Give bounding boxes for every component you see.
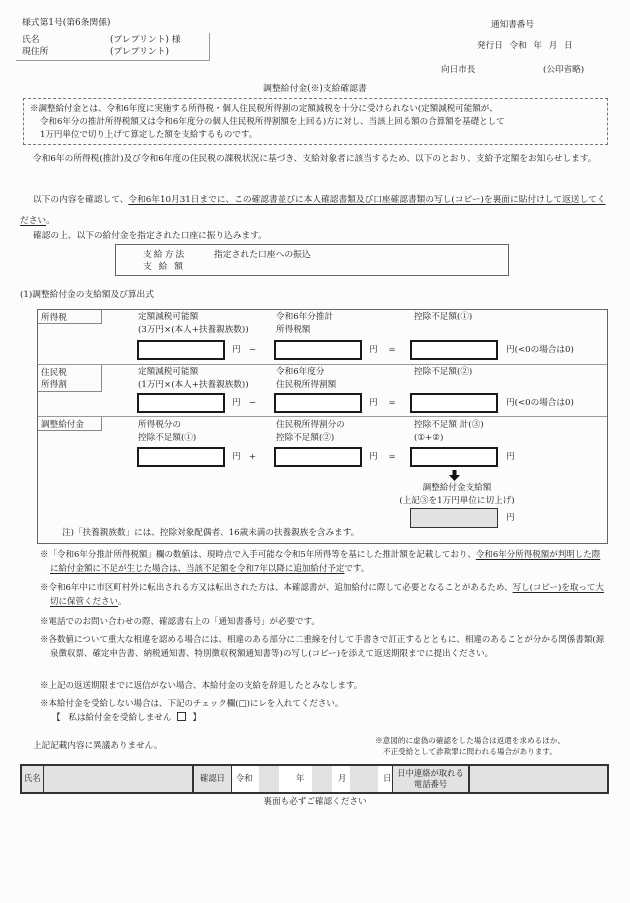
yen-unit: 円 (369, 452, 378, 462)
fixed-tax-reduction-resident-field[interactable] (137, 393, 225, 413)
if-negative-note: 円(<0の場合は0) (506, 345, 574, 355)
adjustment-benefit-total-field[interactable] (410, 508, 498, 528)
caption-line: 所得税額 (276, 324, 311, 335)
definition-line-1: ※調整給付金とは、令和6年度に実施する所得税・個人住民税所得割の定額減税を十分に受けられない(定額減税可能額が、 (30, 104, 498, 114)
yen-equals-operator (369, 398, 396, 408)
income-tax-col1-caption (138, 311, 249, 336)
resident-income-levy-field[interactable] (274, 393, 362, 413)
caption-line: 控除不足額 計(③) (414, 420, 484, 430)
yen-equals-operator (369, 452, 396, 462)
caption-line: 調整給付金支給額 (422, 483, 492, 493)
caption-line: 控除不足額(②) (414, 367, 473, 377)
back-side-reminder: 裏面も必ずご確認ください (263, 797, 367, 807)
deduction-shortfall-1-field[interactable] (410, 340, 498, 360)
day-input[interactable] (350, 766, 378, 792)
caption-line: 令和6年分推計 (276, 312, 334, 322)
daytime-phone-field[interactable] (468, 766, 607, 792)
payment-box (115, 244, 509, 276)
yen-equals-operator (369, 345, 396, 355)
caption-line: 所得税分の (138, 420, 181, 430)
form-number: 様式第1号(第6条関係) (22, 18, 111, 28)
shortfall-2-carry-field[interactable] (274, 447, 362, 467)
year-label: 年 (296, 773, 305, 784)
row-divider (38, 364, 607, 365)
adjustment-benefit-label: 調整給付金 (38, 417, 102, 431)
recipient-address-row (22, 47, 169, 58)
shortfall-1-carry-field[interactable] (137, 447, 225, 467)
note-no-reply: ※上記の返送期限までに返信がない場合、本給付金の支給を辞退したとみなします。 (40, 681, 363, 691)
resident-tax-label (38, 365, 102, 392)
caption-line: (上記③を1万円単位に切上げ) (399, 495, 515, 506)
intro-paragraph: 令和6年の所得税(推計)及び令和6年度の住民税の課税状況に基づき、支給対象者に該当するため、以下のとおり、支給予定額をお知らせします。 (33, 154, 597, 164)
label-line: 日中連絡が取れる (397, 768, 464, 778)
warning-line: 不正受給として詐欺罪に問われる場合があります。 (382, 746, 558, 756)
caption-line: 令和6年度分 (276, 367, 325, 377)
minus-sign: − (248, 398, 257, 408)
yen-unit: 円 (369, 345, 378, 355)
month-label: 月 (338, 773, 347, 784)
confirmation-date-label: 確認日 (194, 766, 232, 792)
bracket-close: 】 (192, 713, 202, 723)
seal-note: (公印省略) (543, 65, 585, 75)
issue-date: 発行日 令和 年 月 日 (477, 41, 573, 51)
decline-option (52, 712, 201, 723)
note-emphasis: 写し(コピー)を取って大切に保管ください (50, 583, 604, 607)
adjustment-col2-caption (276, 419, 345, 444)
warning-line: ※意図的に虚偽の確認をした場合は返還を求めるほか、 (375, 736, 565, 745)
dependents-note: 注)「扶養親族数」には、控除対象配偶者、16歳未満の扶養親族を含みます。 (62, 528, 360, 538)
day-label: 日 (383, 773, 392, 784)
yen-plus-operator (232, 452, 256, 462)
recipient-address-value: (プレプリント) (110, 47, 169, 57)
fraud-warning (370, 736, 570, 757)
note-estimated-tax (40, 548, 606, 576)
label-line: 電話番号 (413, 779, 448, 789)
income-tax-label: 所得税 (38, 310, 102, 324)
yen-unit: 円 (506, 452, 515, 462)
caption-line: 控除不足額(①) (138, 432, 197, 443)
instruction-deadline: 令和6年10月31日までに、この確認書並びに本人確認書類及び口座確認書類の写し(コピー)を裏面に貼付けして返送してください (20, 195, 606, 226)
document-title: 調整給付金(※)支給確認書 (263, 84, 367, 94)
resident-tax-col3-caption (414, 366, 472, 379)
signature-name-field[interactable] (44, 766, 194, 792)
decline-label: 私は給付金を受給しません (68, 713, 172, 723)
yen-unit: 円 (369, 398, 378, 408)
adjustment-col1-caption (138, 419, 196, 444)
agreement-statement: 上記記載内容に異議ありません。 (33, 741, 163, 751)
caption-line: (①+②) (414, 432, 444, 443)
section-1-title: (1)調整給付金の支給額及び算出式 (20, 290, 154, 300)
yen-unit: 円 (232, 398, 241, 408)
caption-line: (3万円×(本人+扶養親族数)) (138, 324, 249, 335)
note-text: ※「令和6年分推計所得税額」欄の数値は、現時点で入手可能な令和5年所得等を基にした推計額を記載しており、 (40, 550, 476, 560)
income-tax-col2-caption (276, 311, 333, 336)
note-emphasis: 令和6年分所得税額が判明した際に給付金額に不足が生じた場合は、当該不足額を令和7年以降に追加給付予定 (50, 550, 601, 574)
caption-line: (1万円×(本人+扶養親族数)) (138, 379, 249, 390)
note-text: 。 (118, 597, 127, 607)
yen-minus-operator (232, 398, 256, 408)
payment-method-value: 指定された口座への振込 (214, 250, 311, 260)
shortfall-total-3-field[interactable] (410, 447, 498, 467)
caption-line: 住民税所得割分の (276, 420, 345, 430)
caption-line: 定額減税可能額 (138, 312, 199, 322)
calculation-frame (37, 309, 608, 544)
definition-line-3: 1万円単位で切り上げて算定した額を支給するものです。 (40, 130, 258, 140)
signature-table (20, 764, 609, 794)
definition-box (23, 98, 608, 145)
era-label: 令和 (236, 773, 253, 784)
fixed-tax-reduction-income-field[interactable] (137, 340, 225, 360)
payment-amount-label: 支 給 額 (143, 262, 185, 272)
total-benefit-caption (398, 482, 516, 507)
signature-name-label: 氏名 (22, 766, 44, 792)
down-arrow-icon (449, 470, 460, 481)
income-tax-col3-caption (414, 311, 472, 324)
equals-sign: = (388, 345, 396, 355)
recipient-address-label: 現住所 (22, 47, 49, 57)
recipient-name-row (22, 35, 181, 46)
equals-sign: = (388, 398, 396, 408)
definition-line-2: 令和6年分の推計所得税額又は令和6年度分の個人住民税所得割額を上回る)方に対し、当該上回る額の合算額を基礎として (40, 117, 505, 127)
daytime-phone-label (392, 766, 468, 792)
yen-unit: 円 (232, 452, 241, 462)
issuer: 向日市長 (441, 65, 476, 75)
label-line: 住民税 (41, 368, 67, 378)
note-text: ※令和6年中に市区町村外に転出される方又は転出された方は、本確認書が、追加給付に際して必要となることがあるため、 (40, 583, 513, 593)
payment-amount-row (143, 262, 214, 273)
recipient-name-value: (プレプリント) 様 (110, 35, 181, 45)
decline-checkbox[interactable] (177, 712, 186, 721)
resident-tax-col2-caption (276, 366, 336, 391)
row-divider (38, 416, 607, 417)
yen-minus-operator (232, 345, 256, 355)
note-corrections: ※各数値について重大な相違を認める場合には、相違のある部分に二重線を付して手書きで訂正するとともに、相違のあることが分かる関係書類(源泉徴収票、確定申告書、納税通知書、特別徴収税額通知書等)の写し(コピー)を添えて返送期限までに提出ください。 (40, 635, 605, 659)
caption-line: 控除不足額(②) (276, 432, 335, 443)
notice-number-label: 通知書番号 (491, 20, 534, 30)
equals-sign: = (388, 452, 396, 462)
payment-method-label: 支給方法 (143, 250, 187, 260)
label-line: 所得割 (41, 380, 67, 390)
yen-unit: 円 (232, 345, 241, 355)
instruction-pre: 以下の内容を確認して、 (33, 195, 129, 205)
if-negative-note: 円(<0の場合は0) (506, 398, 574, 408)
transfer-paragraph: 確認の上、以下の給付金を指定された口座に振り込みます。 (33, 231, 267, 241)
adjustment-col3-caption (414, 419, 484, 444)
minus-sign: − (248, 345, 257, 355)
caption-line: 控除不足額(①) (414, 312, 473, 322)
yen-unit: 円 (506, 513, 515, 523)
caption-line: 住民税所得割額 (276, 379, 337, 390)
caption-line: 定額減税可能額 (138, 367, 199, 377)
recipient-block (16, 33, 210, 61)
bracket-open: 【 (52, 713, 61, 723)
instruction-post: 。 (46, 216, 55, 226)
resident-tax-col1-caption (138, 366, 249, 391)
confirmation-date-field[interactable] (232, 766, 392, 792)
deduction-shortfall-2-field[interactable] (410, 393, 498, 413)
payment-method-row (143, 250, 311, 261)
note-phone-inquiry: ※電話でのお問い合わせの際、確認書右上の「通知書番号」が必要です。 (40, 617, 320, 627)
note-decline-instruction: ※本給付金を受給しない場合は、下記のチェック欄(□)にレを入れてください。 (40, 699, 344, 709)
year-input[interactable] (259, 766, 279, 792)
estimated-income-tax-field[interactable] (274, 340, 362, 360)
plus-sign: + (248, 452, 257, 462)
month-input[interactable] (312, 766, 332, 792)
recipient-name-label: 氏名 (22, 35, 40, 45)
note-moving-out (40, 581, 606, 609)
note-text: です。 (344, 564, 370, 574)
